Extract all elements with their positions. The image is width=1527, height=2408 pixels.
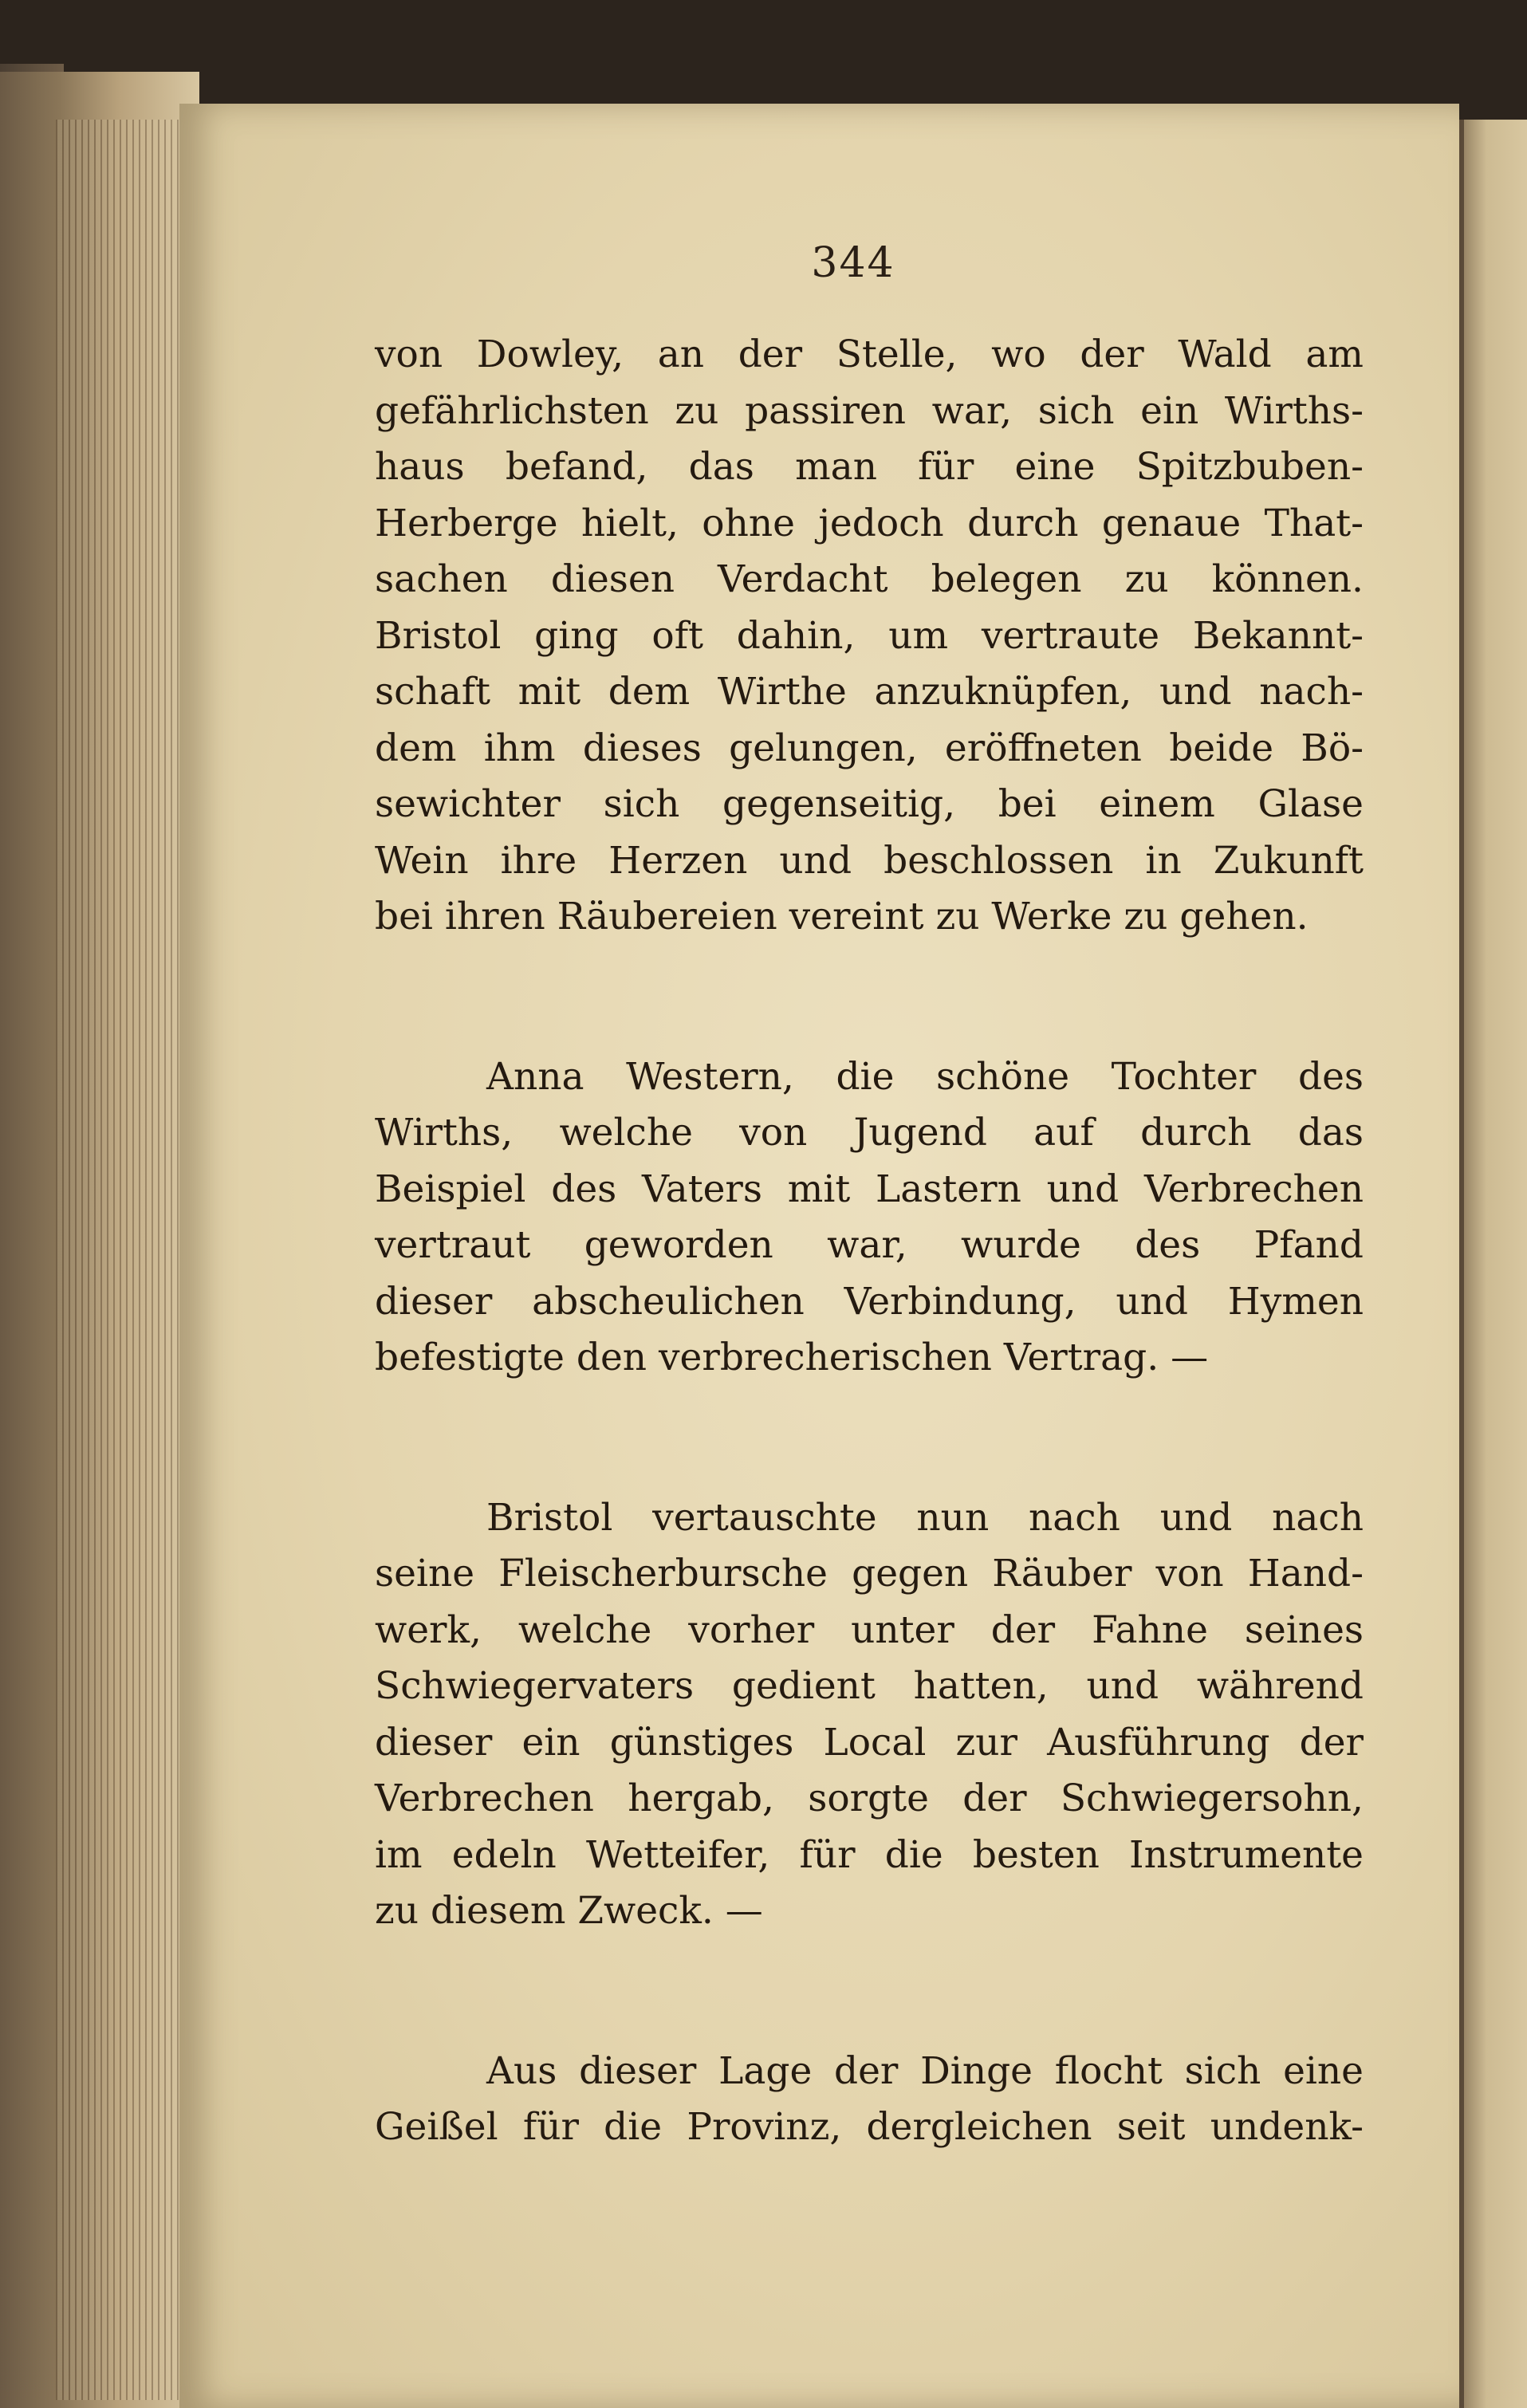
text-line: schaft mit dem Wirthe anzuknüpfen, und nach- [375,670,1364,714]
text-line: Bristol ging oft dahin, um vertraute Bekannt- [375,613,1364,658]
text-line: bei ihren Räubereien vereint zu Werke zu gehen. [375,895,1309,938]
text-line: haus befand, das man für eine Spitzbuben- [375,445,1364,489]
text-line: Wein ihre Herzen und beschlossen in Zukunft [375,838,1364,883]
text-line: dieser ein günstiges Local zur Ausführung der [375,1720,1364,1765]
paragraph-2 [375,1049,1364,1387]
next-page-sliver [1459,120,1527,2408]
text-line: Herberge hielt, ohne jedoch durch genaue That- [375,501,1364,545]
text-line: Wirths, welche von Jugend auf durch das [375,1111,1364,1155]
book-page-edges [0,72,199,2408]
text-line: Schwiegervaters gedient hatten, und während [375,1664,1364,1708]
paragraph-4 [375,2044,1364,2156]
text-line: sewichter sich gegenseitig, bei einem Glase [375,782,1364,826]
text-line: Beispiel des Vaters mit Lastern und Verbrechen [375,1167,1364,1211]
text-line: von Dowley, an der Stelle, wo der Wald am [375,332,1364,376]
text-line: gefährlichsten zu passiren war, sich ein Wirths- [375,388,1364,433]
text-line: befestigte den verbrecherischen Vertrag. — [375,1336,1209,1379]
text-line: werk, welche vorher unter der Fahne seines [375,1607,1364,1652]
text-line: sachen diesen Verdacht belegen zu können. [375,557,1364,601]
text-line: Verbrechen hergab, sorgte der Schwiegersohn, [375,1776,1364,1820]
text-line: dem ihm dieses gelungen, eröffneten beide Bö- [375,726,1364,770]
page-text [375,327,1364,2156]
text-line: seine Fleischerbursche gegen Räuber von Hand- [375,1552,1364,1595]
paragraph-3 [375,1490,1364,1940]
text-line: Anna Western, die schöne Tochter des [486,1054,1364,1099]
paragraph-1 [375,327,1364,946]
text-line: vertraut geworden war, wurde des Pfand [375,1223,1364,1267]
text-line: Aus dieser Lage der Dinge flocht sich eine [486,2048,1364,2093]
text-line: im edeln Wetteifer, für die besten Instrumente [375,1832,1364,1877]
text-line: Geißel für die Provinz, dergleichen seit undenk- [375,2105,1364,2149]
text-line: dieser abscheulichen Verbindung, und Hymen [375,1279,1364,1324]
text-line: zu diesem Zweck. — [375,1889,763,1933]
text-line: Bristol vertauschte nun nach und nach [486,1495,1364,1540]
page-number: 344 [811,239,895,287]
